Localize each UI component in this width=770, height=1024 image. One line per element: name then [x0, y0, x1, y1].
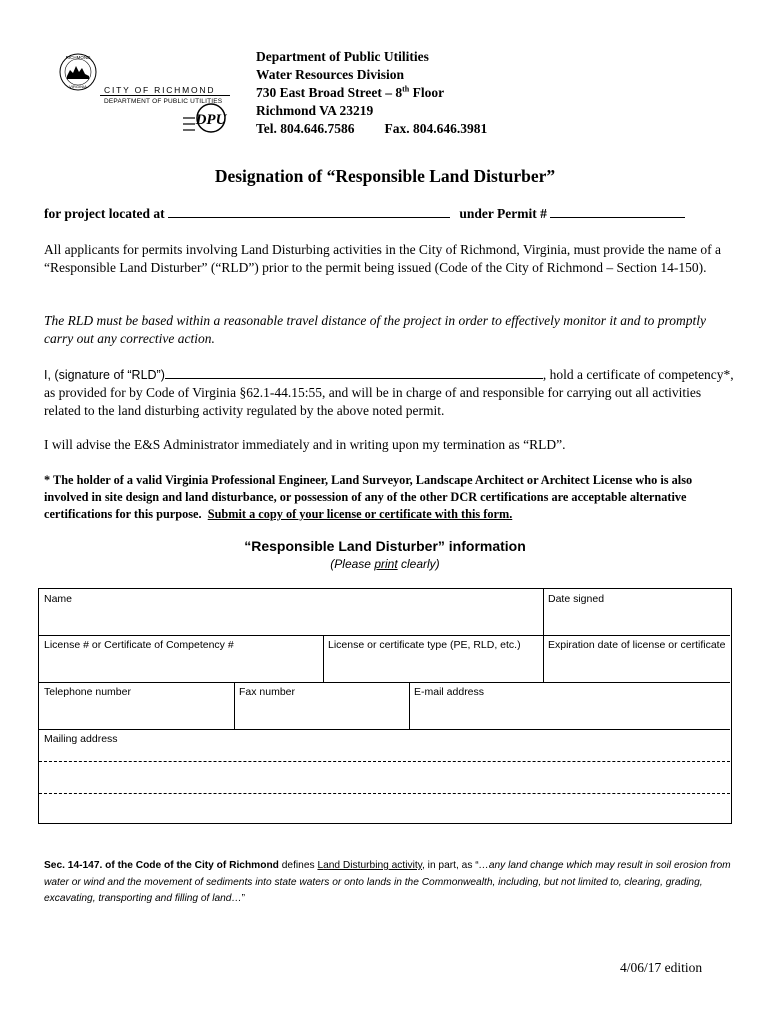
address-phone-fax: [256, 120, 487, 138]
mailing-address-field[interactable]: [39, 729, 730, 822]
rld-info-heading: “Responsible Land Disturber” information: [244, 538, 526, 554]
telephone-label: Telephone number: [44, 686, 131, 698]
department-address: [256, 48, 487, 138]
expiration-date-label: Expiration date of license or certificate: [548, 639, 726, 651]
expiration-date-field[interactable]: [543, 635, 730, 682]
permit-number-label: under Permit #: [459, 206, 547, 221]
svg-text:VIRGINIA: VIRGINIA: [69, 84, 87, 89]
license-type-field[interactable]: [323, 635, 543, 682]
email-field[interactable]: [409, 682, 730, 729]
rld-location-note: The RLD must be based within a reasonable travel distance of the project in order to effectively monitor it and to promptly carry out any corrective action.: [44, 313, 707, 346]
code-definition: Sec. 14-147. of the Code of the City of Richmond defines Land Disturbing activity, in part, as “…any land change which may result in soil erosion from water or wind and the movement of sediments into state waters or onto lands in the Commonwealth, including, but not limited to, clearing, grading, excavating, transporting and filling of land…”: [44, 860, 731, 904]
alternative-certifications-note: * The holder of a valid Virginia Professional Engineer, Land Surveyor, Landscape Architect or Architect License who is also involved in site design and land disturbance, or possession of any of the other DCR certifications are acceptable alternative certifications for this purpose. Submit a copy of your license or certificate with this form.: [44, 473, 693, 521]
address-street: 730 East Broad Street – 8th Floor: [256, 84, 445, 100]
project-location-label: for project located at: [44, 206, 165, 221]
name-label: Name: [44, 593, 73, 605]
edition-date: 4/06/17 edition: [620, 960, 703, 975]
date-signed-field[interactable]: [543, 589, 730, 635]
mailing-address-label: Mailing address: [44, 733, 118, 745]
name-field[interactable]: [39, 589, 543, 635]
license-type-label: License or certificate type (PE, RLD, etc.): [328, 639, 521, 651]
address-city: Richmond VA 23219: [256, 103, 374, 118]
fax-label: Fax number: [239, 686, 296, 698]
signature-label: I, (signature of “RLD”): [44, 368, 165, 382]
department-subtitle: DEPARTMENT OF PUBLIC UTILITIES: [104, 98, 223, 105]
fax: Fax. 804.646.3981: [384, 121, 488, 136]
project-line: [44, 205, 685, 222]
dpu-logo: [183, 102, 231, 134]
signature-field[interactable]: [165, 366, 543, 379]
address-dept: Department of Public Utilities: [256, 49, 429, 64]
svg-text:DPU: DPU: [195, 112, 227, 128]
termination-statement: I will advise the E&S Administrator immediately and in writing upon my termination as “RLD”.: [44, 437, 566, 452]
license-number-label: License # or Certificate of Competency #: [44, 639, 234, 651]
license-number-field[interactable]: [39, 635, 323, 682]
rld-info-form: [38, 588, 732, 824]
svg-text:RICHMOND: RICHMOND: [65, 55, 91, 60]
document-title: Designation of “Responsible Land Disturber”: [214, 166, 556, 186]
address-division: Water Resources Division: [256, 67, 404, 82]
date-signed-label: Date signed: [548, 593, 605, 605]
submit-license-instruction: Submit a copy of your license or certificate with this form.: [207, 507, 513, 521]
permit-number-field[interactable]: [550, 205, 685, 218]
telephone: Tel. 804.646.7586: [256, 121, 355, 136]
city-name: CITY OF RICHMOND: [104, 85, 216, 95]
header-divider: [100, 95, 230, 96]
city-seal-logo: [58, 52, 98, 92]
fax-field[interactable]: [234, 682, 409, 729]
project-location-field[interactable]: [168, 205, 450, 218]
email-label: E-mail address: [414, 686, 485, 698]
intro-paragraph: All applicants for permits involving Land Disturbing activities in the City of Richmond, Virginia, must provide the name of a “Responsible Land Disturber” (“RLD”) prior to the permit being issued (Code of the City of Richmond – Section 14-150).: [44, 242, 721, 275]
print-clearly-note: (Please print clearly): [330, 557, 440, 571]
telephone-field[interactable]: [39, 682, 234, 729]
certification-statement: I, (signature of “RLD”) , hold a certificate of competency*, as provided for by Code of Virginia §62.1-44.15:55, and will be in charge of and responsible for carrying out all activities related to the land disturbing activity regulated by the above noted permit.: [44, 367, 734, 418]
